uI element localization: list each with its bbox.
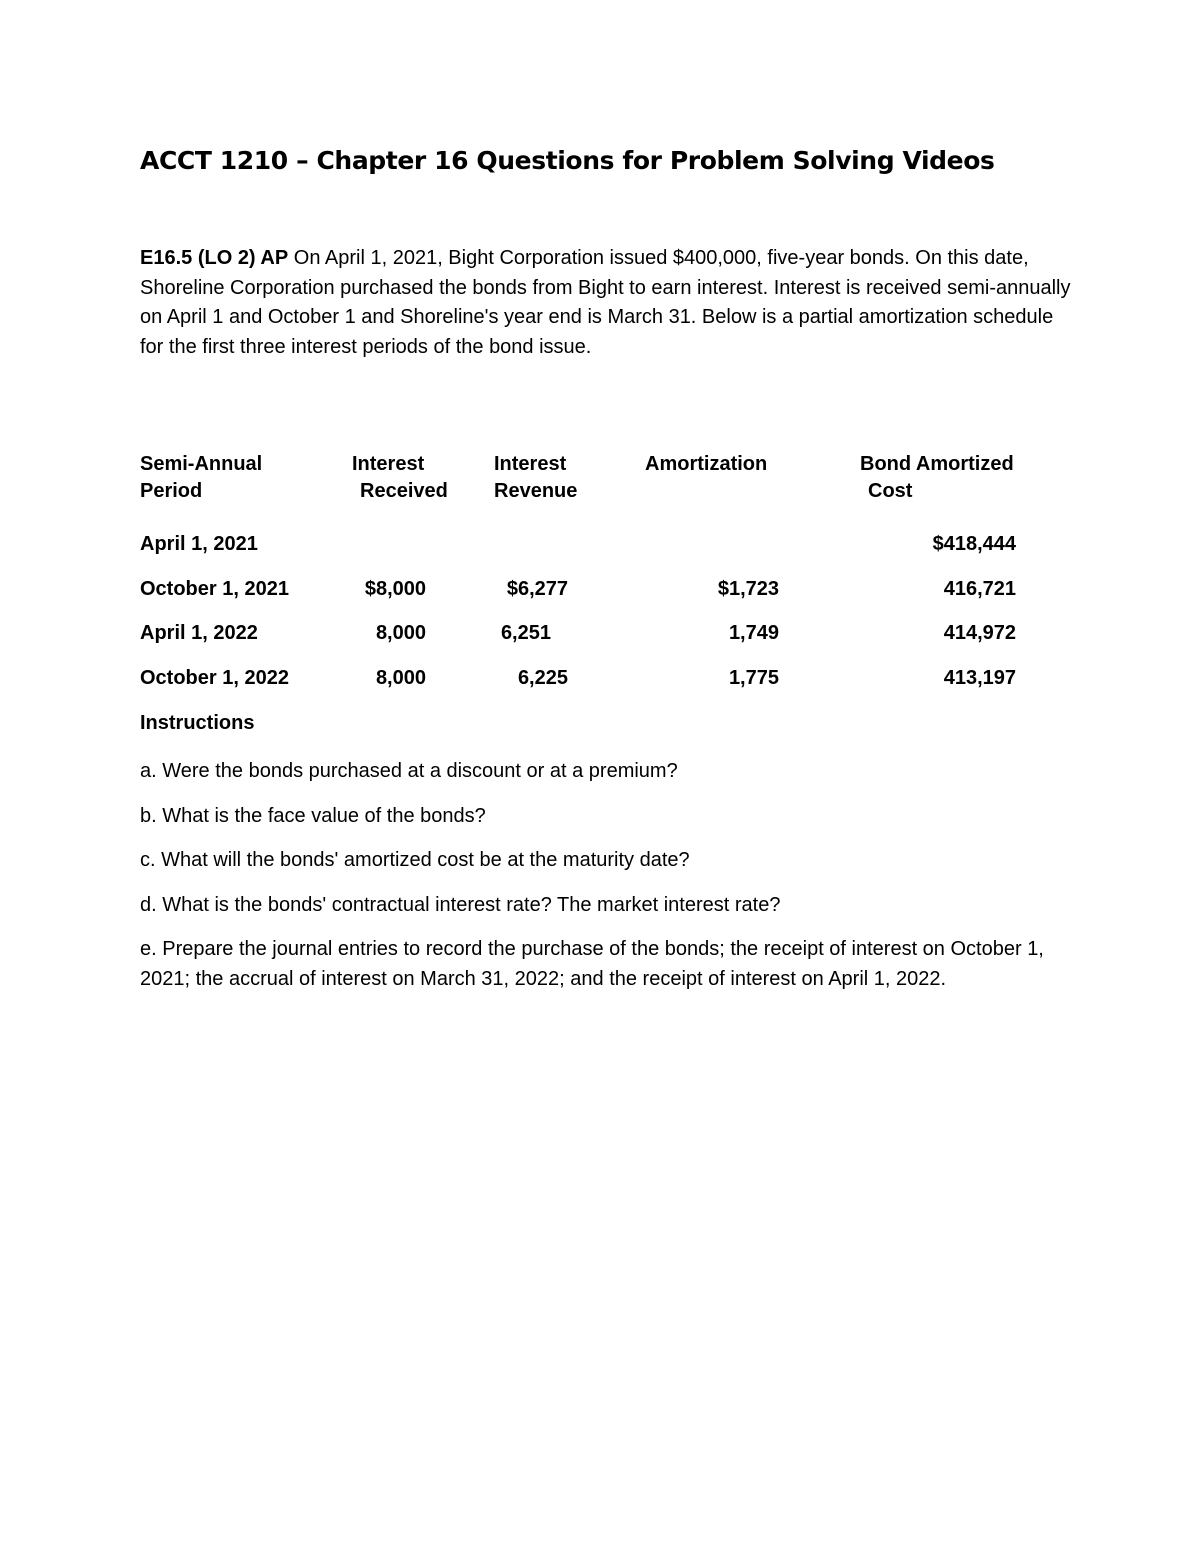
header-period-line2: Period <box>140 480 203 502</box>
header-period-line1: Semi-Annual <box>140 453 263 475</box>
received-cell: 8,000 <box>375 667 426 689</box>
instruction-item: a. Were the bonds purchased at a discount or at a premium? <box>140 760 678 782</box>
cost-cell: 416,721 <box>943 578 1016 600</box>
instructions-heading: Instructions <box>140 712 255 734</box>
header-revenue-line1: Interest <box>494 453 567 475</box>
header-interest-received <box>352 451 448 505</box>
revenue-cell: $6,277 <box>506 578 568 600</box>
problem-statement <box>140 244 1080 362</box>
received-cell: 8,000 <box>375 622 426 644</box>
cost-cell: 413,197 <box>943 667 1016 689</box>
header-bond-amortized-cost <box>860 451 1014 505</box>
instruction-item: e. Prepare the journal entries to record the purchase of the bonds; the receipt of interest on October 1, 2021; the accrual of interest on March 31, 2022; and the receipt of interest on April 1, 2022. <box>140 938 1044 990</box>
header-received-line1: Interest <box>352 453 425 475</box>
period-cell: April 1, 2021 <box>140 533 258 555</box>
problem-label: E16.5 (LO 2) AP <box>140 247 289 269</box>
received-cell: $8,000 <box>364 578 426 600</box>
amortization-cell: 1,775 <box>728 667 779 689</box>
instruction-item: d. What is the bonds' contractual interest rate? The market interest rate? <box>140 894 781 916</box>
amortization-cell: $1,723 <box>717 578 779 600</box>
instruction-item: c. What will the bonds' amortized cost be at the maturity date? <box>140 849 690 871</box>
header-revenue-line2: Revenue <box>494 480 578 502</box>
instruction-item: b. What is the face value of the bonds? <box>140 805 486 827</box>
header-amortization <box>645 451 767 478</box>
revenue-cell: 6,225 <box>517 667 568 689</box>
header-cost-line1: Bond Amortized <box>860 453 1014 475</box>
period-cell: April 1, 2022 <box>140 622 258 644</box>
header-amortization-line1: Amortization <box>645 453 768 475</box>
revenue-cell: 6,251 <box>500 622 551 644</box>
header-interest-revenue <box>494 451 577 505</box>
header-period <box>140 451 262 505</box>
table-row <box>0 622 1200 652</box>
problem-text: On April 1, 2021, Bight Corporation issued $400,000, five-year bonds. On this date, Shoreline Corporation purchased the bonds from Bight to earn interest. Interest is received semi-annually on April 1 and October 1 and Shoreline's year end is March 31. Below is a partial amortization schedule for the first three interest periods of the bond issue. <box>140 247 1071 358</box>
period-cell: October 1, 2022 <box>140 667 289 689</box>
table-row <box>0 533 1200 563</box>
amortization-cell: 1,749 <box>728 622 779 644</box>
header-cost-line2: Cost <box>868 480 913 502</box>
table-row <box>0 667 1200 697</box>
cost-cell: 414,972 <box>943 622 1016 644</box>
document-title: ACCT 1210 – Chapter 16 Questions for Problem Solving Videos <box>140 146 995 175</box>
header-received-line2: Received <box>360 480 448 502</box>
cost-cell: $418,444 <box>932 533 1016 555</box>
period-cell: October 1, 2021 <box>140 578 289 600</box>
table-row <box>0 578 1200 608</box>
